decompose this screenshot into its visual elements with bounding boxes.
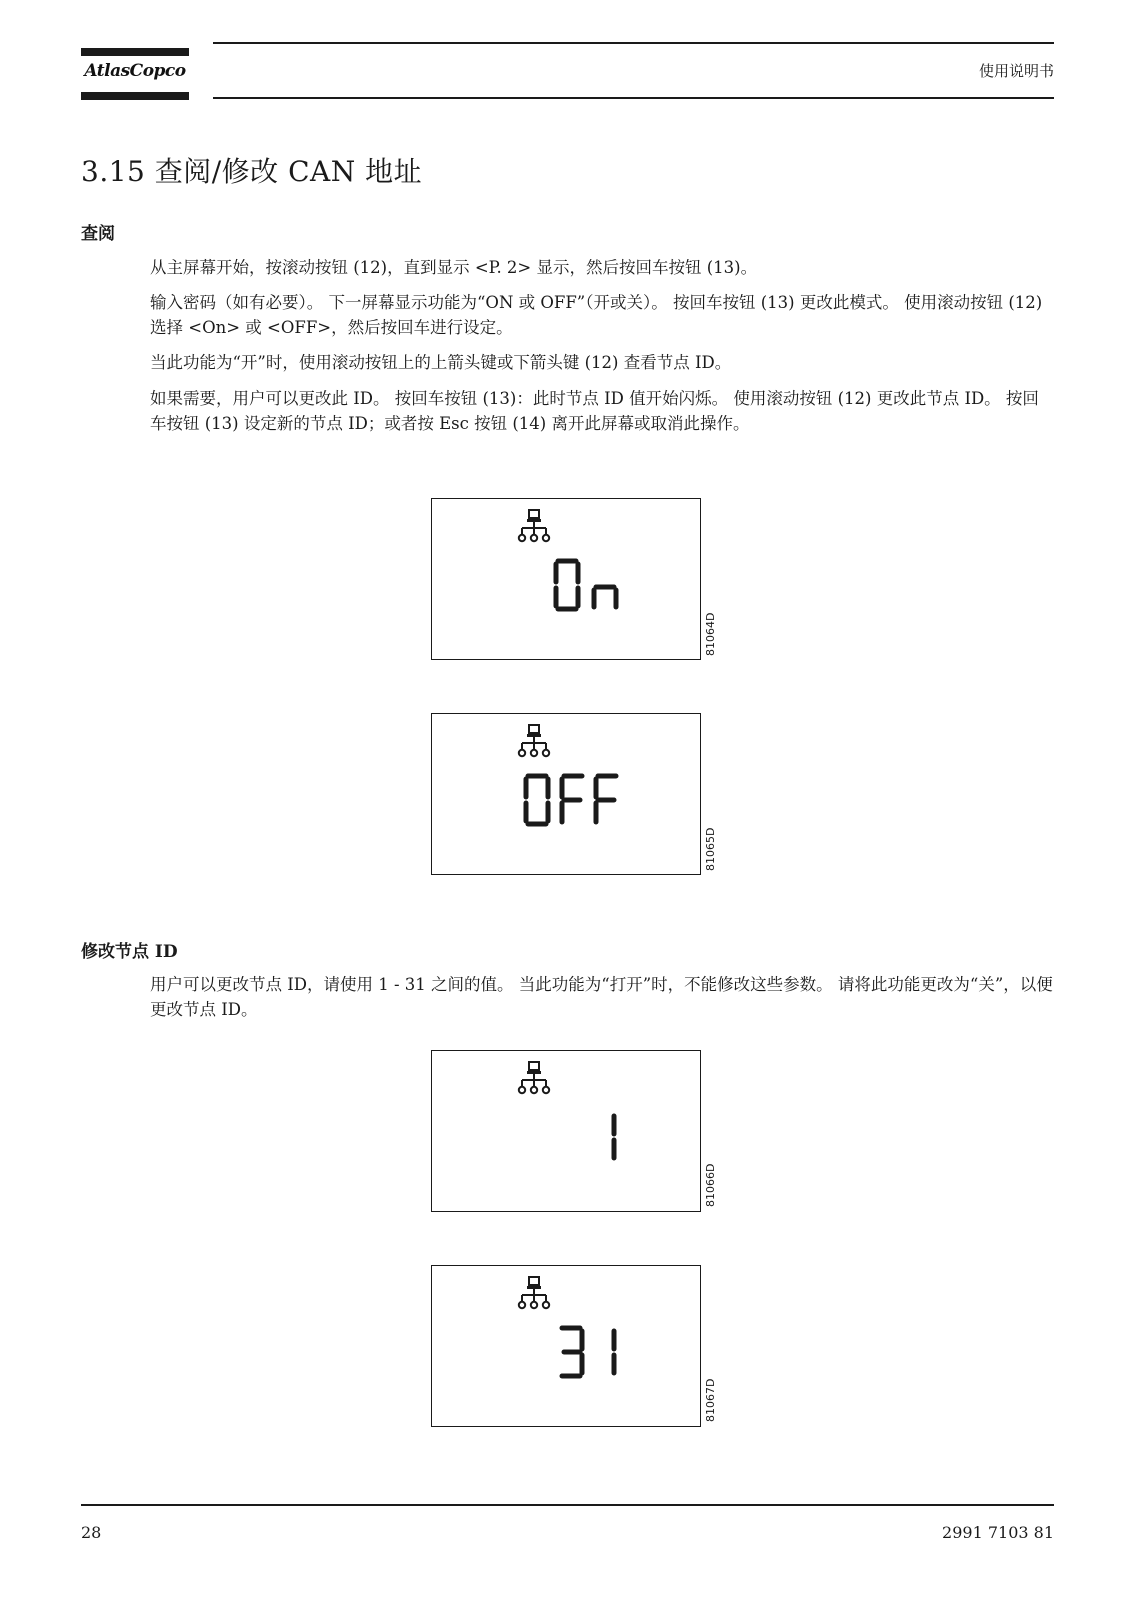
logo-bar-bottom [81, 92, 189, 100]
header-rule-bottom [213, 97, 1054, 99]
display-node-31 [431, 1265, 701, 1427]
atlas-copco-logo [81, 48, 189, 102]
footer-rule [81, 1504, 1054, 1506]
figure-id: 81067D [704, 1378, 717, 1422]
segment-value-on [552, 557, 632, 613]
display-on [431, 498, 701, 660]
network-icon [516, 509, 552, 543]
document-type: 使用说明书 [978, 62, 1054, 80]
display-node-1 [431, 1050, 701, 1212]
view-paragraph-1: 从主屏幕开始，按滚动按钮 (12)，直到显示 <P. 2> 显示，然后按回车按钮 (13)。 [150, 258, 758, 277]
network-icon [516, 1061, 552, 1095]
logo-wordmark: AtlasCopco [84, 61, 186, 81]
segment-value-31 [556, 1324, 626, 1380]
network-icon [516, 1276, 552, 1310]
view-paragraph-4: 如果需要，用户可以更改此 ID。 按回车按钮 (13)：此时节点 ID 值开始闪烁。 使用滚动按钮 (12) 更改此节点 ID。 按回车按钮 (13) 设定新的节点 ID；或者按 Esc 按钮 (14) 离开此屏幕或取消此操作。 [150, 389, 1039, 433]
view-paragraph-3: 当此功能为“开”时，使用滚动按钮上的上箭头键或下箭头键 (12) 查看节点 ID。 [150, 353, 732, 372]
figure-id: 81065D [704, 827, 717, 871]
display-off [431, 713, 701, 875]
header-rule-top [213, 42, 1054, 44]
logo-bar-top [81, 48, 189, 56]
modify-paragraph-1: 用户可以更改节点 ID，请使用 1 - 31 之间的值。 当此功能为“打开”时，不能修改这些参数。 请将此功能更改为“关”，以便更改节点 ID。 [150, 975, 1053, 1019]
view-paragraph-2: 输入密码（如有必要）。 下一屏幕显示功能为“ON 或 OFF”（开或关）。 按回车按钮 (13) 更改此模式。 使用滚动按钮 (12) 选择 <On> 或 <OFF>，然后按回车进行设定。 [150, 293, 1043, 337]
figure-id: 81066D [704, 1163, 717, 1207]
segment-value-off [522, 772, 622, 828]
segment-value-1 [594, 1109, 624, 1165]
page-number: 28 [81, 1523, 102, 1542]
figure-id: 81064D [704, 612, 717, 656]
modify-heading: 修改节点 ID [81, 942, 178, 962]
view-heading: 查阅 [81, 224, 115, 244]
section-title: 3.15 查阅/修改 CAN 地址 [81, 155, 423, 188]
document-number: 2991 7103 81 [942, 1523, 1054, 1542]
network-icon [516, 724, 552, 758]
